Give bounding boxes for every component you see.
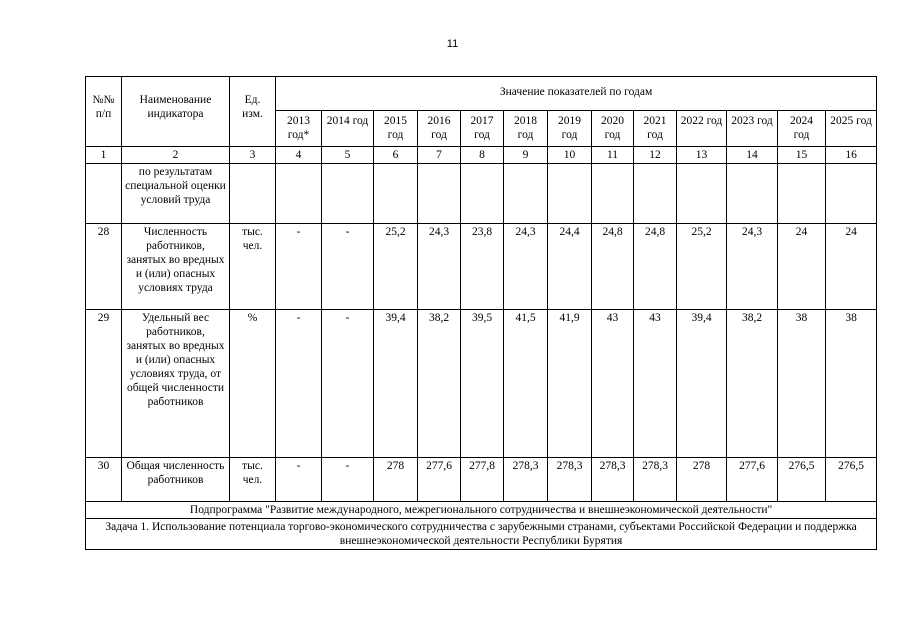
- value-cell: 278,3: [634, 458, 677, 502]
- value-cell: 43: [592, 310, 634, 458]
- column-numbers-row: [86, 147, 877, 164]
- value-cell: [504, 164, 548, 224]
- table-row: [86, 458, 877, 502]
- value-cell: 277,8: [461, 458, 504, 502]
- row-number: 28: [86, 224, 122, 310]
- subprogram-title: Подпрограмма "Развитие международного, межрегионального сотрудничества и внешнеэкономической деятельности": [86, 502, 877, 519]
- table-row: [86, 164, 877, 224]
- value-cell: [374, 164, 418, 224]
- value-cell: 278: [374, 458, 418, 502]
- table-row: [86, 310, 877, 458]
- value-cell: [778, 164, 826, 224]
- row-number: 29: [86, 310, 122, 458]
- table-body: [86, 164, 877, 502]
- subprogram-row: [86, 502, 877, 519]
- value-cell: 24,3: [418, 224, 461, 310]
- value-cell: 38,2: [727, 310, 778, 458]
- header-year: 2024 год: [778, 111, 826, 147]
- row-number: [86, 164, 122, 224]
- value-cell: 39,4: [677, 310, 727, 458]
- header-year: 2019 год: [548, 111, 592, 147]
- value-cell: -: [276, 458, 322, 502]
- row-number: 30: [86, 458, 122, 502]
- value-cell: 278,3: [504, 458, 548, 502]
- value-cell: 24,3: [504, 224, 548, 310]
- indicator-name: Общая численность работников: [122, 458, 230, 502]
- value-cell: 278,3: [592, 458, 634, 502]
- value-cell: [592, 164, 634, 224]
- header-row-1: [86, 77, 877, 111]
- column-number: 3: [230, 147, 276, 164]
- value-cell: 24: [826, 224, 877, 310]
- value-cell: 23,8: [461, 224, 504, 310]
- indicator-name: Численность работников, занятых во вредных и (или) опасных условиях труда: [122, 224, 230, 310]
- header-year: 2023 год: [727, 111, 778, 147]
- header-year: 2016 год: [418, 111, 461, 147]
- column-number: 7: [418, 147, 461, 164]
- value-cell: 24,3: [727, 224, 778, 310]
- value-cell: 278: [677, 458, 727, 502]
- header-year: 2020 год: [592, 111, 634, 147]
- unit: %: [230, 310, 276, 458]
- value-cell: 41,5: [504, 310, 548, 458]
- unit: тыс. чел.: [230, 224, 276, 310]
- value-cell: 25,2: [677, 224, 727, 310]
- column-number: 1: [86, 147, 122, 164]
- value-cell: -: [322, 224, 374, 310]
- value-cell: [634, 164, 677, 224]
- column-number: 13: [677, 147, 727, 164]
- unit: [230, 164, 276, 224]
- column-number: 15: [778, 147, 826, 164]
- value-cell: 38: [778, 310, 826, 458]
- value-cell: 277,6: [727, 458, 778, 502]
- column-number: 10: [548, 147, 592, 164]
- column-number: 8: [461, 147, 504, 164]
- header-year: 2022 год: [677, 111, 727, 147]
- value-cell: 24,8: [634, 224, 677, 310]
- indicator-name: по результатам специальной оценки условий труда: [122, 164, 230, 224]
- value-cell: [322, 164, 374, 224]
- task-row: [86, 519, 877, 550]
- column-number: 9: [504, 147, 548, 164]
- value-cell: 41,9: [548, 310, 592, 458]
- header-values-by-year: Значение показателей по годам: [276, 77, 877, 111]
- value-cell: 38,2: [418, 310, 461, 458]
- header-year: 2013 год*: [276, 111, 322, 147]
- page-number: 11: [446, 38, 459, 50]
- value-cell: [677, 164, 727, 224]
- value-cell: 38: [826, 310, 877, 458]
- column-number: 11: [592, 147, 634, 164]
- value-cell: 39,4: [374, 310, 418, 458]
- column-number: 6: [374, 147, 418, 164]
- header-year: 2017 год: [461, 111, 504, 147]
- header-year: 2025 год: [826, 111, 877, 147]
- column-number: 2: [122, 147, 230, 164]
- column-number: 5: [322, 147, 374, 164]
- header-num: №№ п/п: [86, 77, 122, 147]
- header-year: 2018 год: [504, 111, 548, 147]
- value-cell: 43: [634, 310, 677, 458]
- value-cell: 24: [778, 224, 826, 310]
- column-number: 4: [276, 147, 322, 164]
- header-unit: Ед. изм.: [230, 77, 276, 147]
- value-cell: [548, 164, 592, 224]
- unit: тыс. чел.: [230, 458, 276, 502]
- header-year: 2014 год: [322, 111, 374, 147]
- value-cell: -: [322, 458, 374, 502]
- value-cell: [276, 164, 322, 224]
- value-cell: 276,5: [778, 458, 826, 502]
- column-number: 12: [634, 147, 677, 164]
- header-year: 2015 год: [374, 111, 418, 147]
- value-cell: [461, 164, 504, 224]
- value-cell: [418, 164, 461, 224]
- value-cell: -: [322, 310, 374, 458]
- task-title: Задача 1. Использование потенциала торгово-экономического сотрудничества с зарубежными странами, субъектами Российской Федерации и поддержка внешнеэкономической деятельности Республики Бурятия: [86, 519, 877, 550]
- value-cell: 25,2: [374, 224, 418, 310]
- value-cell: 24,8: [592, 224, 634, 310]
- indicators-table: [85, 76, 877, 550]
- header-indicator-name: Наименование индикатора: [122, 77, 230, 147]
- indicator-name: Удельный вес работников, занятых во вредных и (или) опасных условиях труда, от общей численности работников: [122, 310, 230, 458]
- value-cell: 39,5: [461, 310, 504, 458]
- table-row: [86, 224, 877, 310]
- column-number: 14: [727, 147, 778, 164]
- value-cell: 24,4: [548, 224, 592, 310]
- value-cell: 278,3: [548, 458, 592, 502]
- value-cell: -: [276, 310, 322, 458]
- value-cell: [826, 164, 877, 224]
- value-cell: [727, 164, 778, 224]
- value-cell: 277,6: [418, 458, 461, 502]
- value-cell: -: [276, 224, 322, 310]
- header-year: 2021 год: [634, 111, 677, 147]
- value-cell: 276,5: [826, 458, 877, 502]
- column-number: 16: [826, 147, 877, 164]
